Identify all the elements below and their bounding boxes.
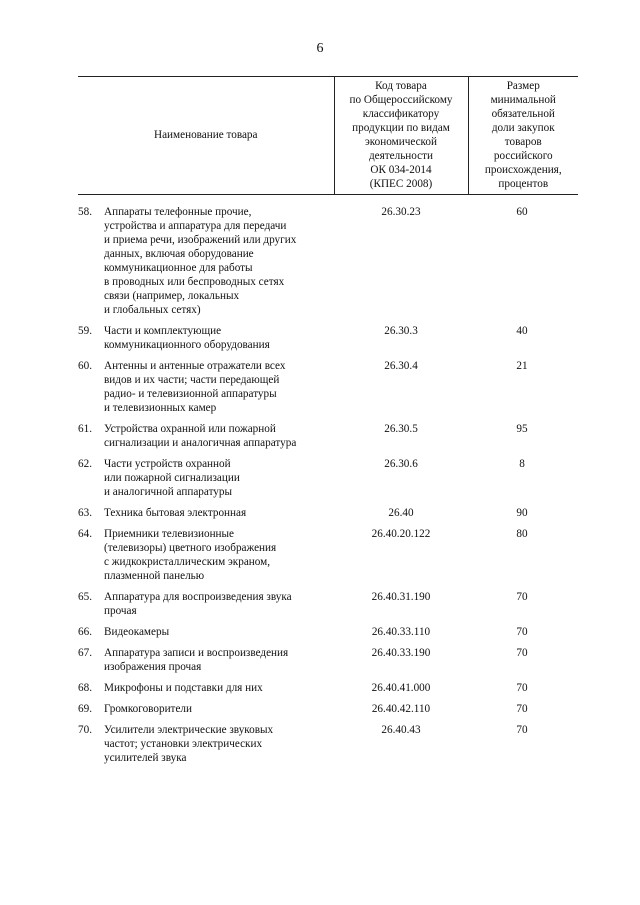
table-row [78, 646, 578, 681]
goods-code: 26.40.20.122 [371, 528, 431, 540]
row-number: 70. [78, 724, 92, 736]
goods-name-cell [78, 625, 334, 646]
goods-code: 26.40.43 [381, 724, 421, 736]
goods-code: 26.40 [388, 507, 414, 519]
table-row [78, 625, 578, 646]
row-number: 62. [78, 458, 92, 470]
goods-name-cell [78, 359, 334, 422]
table-row [78, 359, 578, 422]
row-number: 59. [78, 325, 92, 337]
goods-code: 26.40.31.190 [371, 591, 431, 603]
goods-name-cell [78, 646, 334, 681]
header-share-text: Размер минимальной обязательной доли закупок товаров российского происхождения, процентов [484, 80, 562, 190]
table-row [78, 723, 578, 772]
table-body [78, 195, 578, 773]
goods-name: Аппаратура записи и воспроизведения изображения прочая [104, 647, 289, 673]
table-row [78, 590, 578, 625]
table-header-row [78, 77, 578, 195]
goods-code: 26.30.6 [384, 458, 418, 470]
goods-name-cell [78, 590, 334, 625]
goods-name: Громкоговорители [104, 703, 192, 715]
min-share-percent: 70 [516, 647, 528, 659]
table-row [78, 422, 578, 457]
goods-name-cell [78, 723, 334, 772]
goods-code: 26.30.3 [384, 325, 418, 337]
row-number: 63. [78, 507, 92, 519]
row-number: 66. [78, 626, 92, 638]
goods-name: Усилители электрические звуковых частот; установки электрических усилителей звука [104, 724, 274, 764]
goods-name-cell [78, 681, 334, 702]
table-row [78, 681, 578, 702]
row-number: 69. [78, 703, 92, 715]
header-code-text: Код товара по Общероссийскому классификатору продукции по видам экономической деятельности ОК 034-2014 (КПЕС 2008) [349, 80, 453, 190]
min-share-percent: 70 [516, 724, 528, 736]
table-row [78, 205, 578, 324]
goods-name: Видеокамеры [104, 626, 170, 638]
header-name-text: Наименование товара [154, 129, 258, 141]
min-share-percent: 70 [516, 703, 528, 715]
goods-name-cell [78, 527, 334, 590]
row-number: 68. [78, 682, 92, 694]
min-share-percent: 70 [516, 682, 528, 694]
table-row [78, 457, 578, 506]
row-number: 61. [78, 423, 92, 435]
goods-code: 26.30.23 [381, 206, 421, 218]
min-share-percent: 40 [516, 325, 528, 337]
goods-name: Аппаратура для воспроизведения звука прочая [104, 591, 292, 617]
goods-name-cell [78, 422, 334, 457]
min-share-percent: 21 [516, 360, 528, 372]
min-share-percent: 60 [516, 206, 528, 218]
goods-name-cell [78, 702, 334, 723]
min-share-percent: 80 [516, 528, 528, 540]
goods-table [78, 76, 578, 772]
goods-name: Части устройств охранной или пожарной сигнализации и аналогичной аппаратуры [104, 458, 240, 498]
table-row [78, 506, 578, 527]
table-row [78, 527, 578, 590]
goods-code: 26.30.4 [384, 360, 418, 372]
min-share-percent: 95 [516, 423, 528, 435]
goods-name-cell [78, 324, 334, 359]
goods-name: Части и комплектующие коммуникационного оборудования [104, 325, 270, 351]
table-row [78, 702, 578, 723]
header-share [468, 77, 578, 195]
goods-code: 26.30.5 [384, 423, 418, 435]
goods-name-cell [78, 457, 334, 506]
goods-name: Антенны и антенные отражатели всех видов и их части; части передающей радио- и телевизионной аппаратуры и телевизионных камер [104, 360, 286, 414]
goods-name: Микрофоны и подставки для них [104, 682, 263, 694]
header-name [78, 77, 334, 195]
header-code [334, 77, 468, 195]
goods-name: Приемники телевизионные (телевизоры) цветного изображения с жидкокристаллическим экраном, плазменной панелью [104, 528, 277, 582]
goods-code: 26.40.42.110 [371, 703, 431, 715]
min-share-percent: 90 [516, 507, 528, 519]
min-share-percent: 70 [516, 591, 528, 603]
goods-code: 26.40.33.110 [371, 626, 431, 638]
goods-name: Устройства охранной или пожарной сигнализации и аналогичная аппаратура [104, 423, 297, 449]
row-number: 65. [78, 591, 92, 603]
row-number: 58. [78, 206, 92, 218]
page-number: 6 [316, 41, 324, 56]
goods-code: 26.40.41.000 [371, 682, 431, 694]
goods-name: Техника бытовая электронная [104, 507, 247, 519]
table-row [78, 324, 578, 359]
min-share-percent: 8 [519, 458, 525, 470]
goods-name-cell [78, 506, 334, 527]
min-share-percent: 70 [516, 626, 528, 638]
goods-code: 26.40.33.190 [371, 647, 431, 659]
row-number: 60. [78, 360, 92, 372]
row-number: 67. [78, 647, 92, 659]
goods-name-cell [78, 205, 334, 324]
goods-name: Аппараты телефонные прочие, устройства и аппаратура для передачи и приема речи, изображений или других данных, включая оборудование коммуникационное для работы в проводных или беспроводных сетях связи (например, локальных и глобальных сетях) [104, 206, 297, 316]
row-number: 64. [78, 528, 92, 540]
